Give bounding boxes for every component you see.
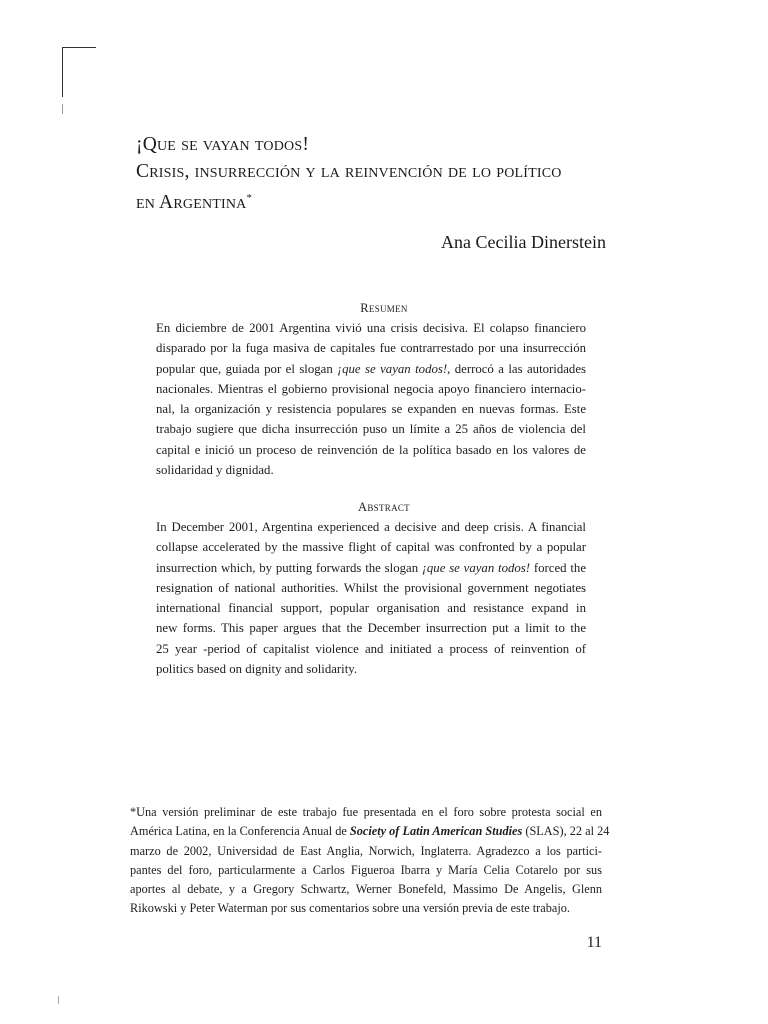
footnote-line: *Una versión preliminar de este trabajo fue presentada en el foro sobre protesta social en <box>130 805 602 819</box>
abstract-heading: Abstract <box>358 500 410 514</box>
resumen-line: solidaridad y dignidad. <box>156 463 274 478</box>
abstract-line: international financial support, popular organisation and resistance expand in <box>156 601 586 616</box>
title-line-3 <box>136 185 656 216</box>
resumen-line-3-end: derrocó a las autoridades <box>450 361 586 376</box>
footnote-line-2-start: América Latina, en la Conferencia Anual de <box>130 824 350 839</box>
resumen-line: disparado por la fuga masiva de capitales fue contrarrestado por una insurrección <box>156 341 586 356</box>
resumen-paragraph <box>156 318 586 480</box>
footnote-line: marzo de 2002, Universidad de East Anglia, Norwich, Inglaterra. Agradezco a los partici- <box>130 843 602 858</box>
resumen-line-3-start: popular que, guiada por el slogan <box>156 361 338 376</box>
resumen-line: capital e inició un proceso de reinvención de la política basado en los valores de <box>156 442 586 457</box>
resumen-heading: Resumen <box>360 301 408 315</box>
footnote-line-2-end: ), 22 al 24 <box>559 824 610 839</box>
abstract-slogan: ¡que se vayan todos! <box>421 560 531 575</box>
title-footnote-marker: * <box>246 192 253 204</box>
footnote-acronym: SLAS <box>529 824 560 839</box>
footnote-line: aportes al debate, y a Gregory Schwartz, Werner Bonefeld, Massimo De Angelis, Glenn <box>130 882 602 897</box>
resumen-line: nacionales. Mientras el gobierno provisional negocia apoyo financiero internacio- <box>156 381 586 396</box>
title-line-2: Crisis, insurrección y la reinvención de lo político <box>136 161 562 182</box>
abstract-line-3-start: insurrection which, by putting forwards the slogan <box>156 560 422 575</box>
footnote <box>130 803 610 919</box>
resumen-line: trabajo sugiere que dicha insurrección puso un límite a 25 años de violencia del <box>156 422 586 437</box>
abstract-line-3-end: forced the <box>530 560 586 575</box>
crop-mark-horizontal <box>62 47 96 48</box>
abstract-line: collapse accelerated by the massive flight of capital was confronted by a popular <box>156 540 586 555</box>
footnote-society-name: Society of Latin American Studies <box>349 824 523 839</box>
title-line-3-text: en Argentina <box>136 192 247 213</box>
resumen-line <box>156 359 586 379</box>
resumen-slogan: ¡que se vayan todos!, <box>337 361 451 376</box>
scan-speck <box>58 996 59 1004</box>
resumen-line: En diciembre de 2001 Argentina vivió una crisis decisiva. El colapso financiero <box>156 321 586 335</box>
crop-mark-vertical <box>62 47 63 97</box>
page-number: 11 <box>586 934 602 951</box>
footnote-line: Rikowski y Peter Waterman por sus comentarios sobre una versión previa de este trabajo. <box>130 901 570 916</box>
abstract-line: In December 2001, Argentina experienced a decisive and deep crisis. A financial <box>156 520 586 534</box>
article-title <box>136 131 656 216</box>
abstract-line: new forms. This paper argues that the December insurrection put a limit to the <box>156 621 586 636</box>
footnote-line: pantes del foro, particularmente a Carlos Figueroa Ibarra y María Celia Cotarelo por sus <box>130 862 602 877</box>
author-name: Ana Cecilia Dinerstein <box>441 232 606 252</box>
abstract-line: politics based on dignity and solidarity. <box>156 662 358 677</box>
title-line-1: ¡Que se vayan todos! <box>136 134 310 155</box>
abstract-line <box>156 558 586 578</box>
footnote-line <box>130 822 610 841</box>
abstract-line: resignation of national authorities. Whilst the provisional government negotiates <box>156 580 586 595</box>
abstract-line: 25 year -period of capitalist violence and initiated a process of reinvention of <box>156 641 586 656</box>
abstract-paragraph <box>156 517 586 679</box>
resumen-line: nal, la organización y resistencia populares se expanden en nuevas formas. Este <box>156 402 586 417</box>
footnote-paren-open: ( <box>522 824 530 839</box>
crop-mark-tick <box>62 104 63 114</box>
